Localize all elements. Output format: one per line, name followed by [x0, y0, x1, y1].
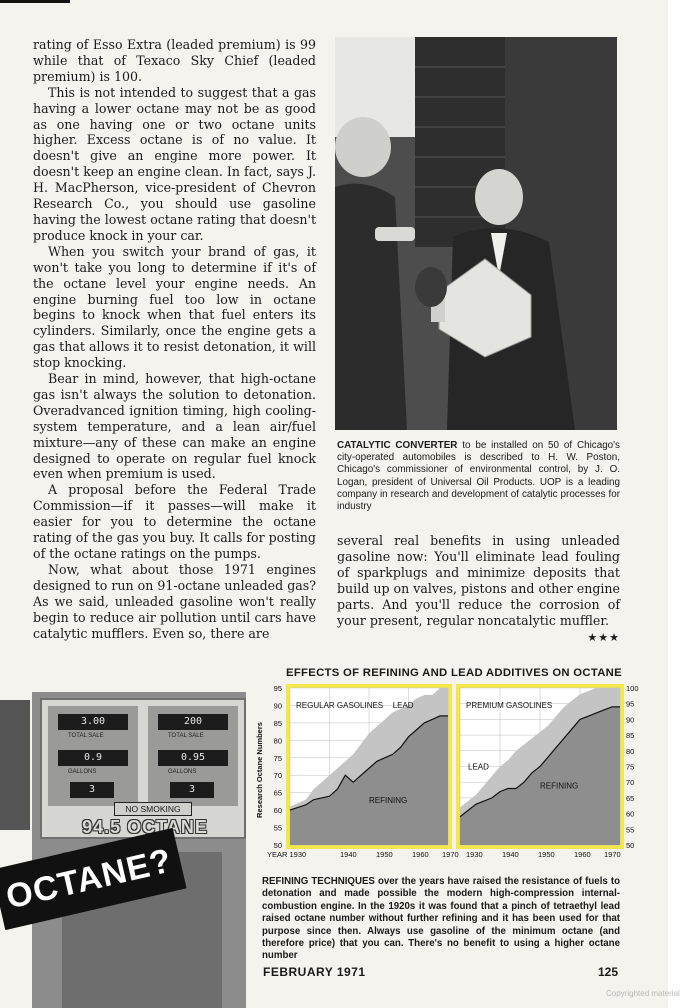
- y-tick-label: 90: [273, 701, 282, 711]
- y-tick-label: 70: [273, 771, 282, 781]
- pump-digit: 0.9: [58, 750, 128, 766]
- pump-label: TOTAL SALE: [168, 733, 204, 739]
- paragraph: Bear in mind, however, that high-octane gas isn't always the solution to detonation. Overadvanced ignition timing, high cooling-system temperature, and a lean air/fuel mixture—any of these can make an engine designed to operate on regular fuel knock even when premium is used.: [33, 371, 316, 482]
- y-axis-label: Research Octane Numbers: [255, 722, 264, 818]
- y-tick-label: 65: [273, 788, 282, 798]
- article-right-column: [337, 533, 620, 646]
- y-tick-label-right: 60: [626, 809, 635, 819]
- y-tick-label-right: 100: [626, 684, 639, 693]
- x-tick-label: 1950: [376, 850, 393, 859]
- lead-label: LEAD: [392, 701, 414, 710]
- y-tick-label-right: 90: [626, 715, 635, 725]
- x-tick-label: YEAR 1930: [267, 850, 307, 859]
- paragraph: [337, 533, 620, 645]
- chart-title: EFFECTS OF REFINING AND LEAD ADDITIVES ON OCTANE: [286, 667, 622, 679]
- x-tick-label: 1930: [466, 850, 483, 859]
- issue-date: FEBRUARY 1971: [263, 965, 366, 979]
- y-tick-label: 55: [273, 823, 282, 833]
- y-tick-label: 95: [273, 684, 282, 693]
- copyright-watermark: Copyrighted material: [606, 989, 680, 998]
- paragraph: Now, what about those 1971 engines designed to run on 91-octane unleaded gas? As we said, unleaded gasoline won't really begin to reduce air pollution until cars have catalytic mufflers. Even so, there are: [33, 561, 316, 641]
- top-rule: [0, 0, 70, 3]
- y-tick-label-right: 70: [626, 778, 635, 788]
- pump-display-face: [40, 698, 246, 839]
- pump-panel-left: [48, 706, 138, 806]
- x-tick-label: 1960: [574, 850, 591, 859]
- x-tick-label: 1970: [442, 850, 459, 859]
- y-tick-label-right: 85: [626, 731, 635, 741]
- caption-text: to be installed on 50 of Chicago's city-operated automobiles is described to H. W. Poston, Chicago's commissioner of environmental control, by J. O. Logan, president of Universal Oil Products. UOP is a leading company in research and development of catalytic processes for industry: [337, 440, 620, 513]
- pump-digit: 0.95: [158, 750, 228, 766]
- page-margin: [668, 0, 685, 1008]
- refining-label: REFINING: [369, 796, 408, 806]
- chart-caption-text: over the years have raised the resistance of fuels to detonation and made possible the modern high-compression internal-combustion engine. In the 1920s it was found that a pinch of tetraethyl lead raised octane number without further refining and it has been used for that purpose since then. Always use gasoline of the minimum octane (and therefore price) that you can. There's no benefit to using a higher octane number: [262, 876, 620, 960]
- x-tick-label: 1970: [604, 850, 621, 859]
- y-tick-label: 50: [273, 841, 282, 850]
- y-tick-label: 60: [273, 806, 282, 816]
- y-tick-label-right: 80: [626, 746, 635, 756]
- pump-digit: 3: [170, 782, 214, 798]
- catalytic-converter-photo: [335, 37, 617, 430]
- y-tick-label: 85: [273, 718, 282, 728]
- panel-name: REGULAR GASOLINES: [296, 701, 384, 710]
- pump-label: GALLONS: [168, 769, 197, 775]
- refining-label: REFINING: [540, 781, 579, 791]
- pump-label: TOTAL SALE: [68, 733, 104, 739]
- y-tick-label-right: 95: [626, 699, 635, 709]
- pump-digit: 3.00: [58, 714, 128, 730]
- x-tick-label: 1940: [340, 850, 357, 859]
- paragraph: When you switch your brand of gas, it won't take you long to determine if it's of the octane level your engine needs. An engine burning fuel too low in octane begins to knock when that fuel enters its cylinders. Similarly, once the engine gets a gas that allows it to resist detonation, it will stop knocking.: [33, 243, 316, 371]
- pump-digit: 3: [70, 782, 114, 798]
- x-tick-label: 1940: [502, 850, 519, 859]
- chart-caption: [262, 876, 620, 960]
- article-left-column: [33, 37, 316, 641]
- photo-caption: [337, 440, 620, 516]
- panel-name: PREMIUM GASOLINES: [466, 701, 553, 710]
- y-tick-label-right: 75: [626, 762, 635, 772]
- pump-label: GALLONS: [68, 769, 97, 775]
- y-tick-label-right: 65: [626, 793, 635, 803]
- paragraph: A proposal before the Federal Trade Commission—if it passes—will make it easier for you to determine the octane rating of the gas you buy. It calls for posting of the octane ratings on the pumps.: [33, 482, 316, 561]
- y-tick-label-right: 50: [626, 841, 635, 850]
- paragraph: This is not intended to suggest that a gas having a lower octane may not be as good as one having one or two octane units higher. Excess octane is of no value. It doesn't give an engine more power. It doesn't keep an engine clean. In fact, says J. H. MacPherson, vice-president of Chevron Research Co., you should use gasoline having the lowest octane rating that doesn't produce knock in your car.: [33, 84, 316, 243]
- pump-panel-right: [148, 706, 238, 806]
- caption-lead: CATALYTIC CONVERTER: [337, 440, 458, 451]
- x-tick-label: 1960: [412, 850, 429, 859]
- chart-caption-lead: REFINING TECHNIQUES: [262, 876, 375, 887]
- pump-nozzle: [0, 700, 30, 830]
- y-tick-label: 80: [273, 736, 282, 746]
- paragraph: rating of Esso Extra (leaded premium) is 99 while that of Texaco Sky Chief (leaded premium) is 100.: [33, 37, 316, 84]
- end-mark: ★★★: [587, 631, 620, 645]
- pump-octane-label: 94.5 OCTANE: [82, 817, 208, 837]
- octane-chart: [252, 680, 642, 860]
- y-tick-label-right: 55: [626, 825, 635, 835]
- page-number: 125: [598, 965, 619, 979]
- y-tick-label: 75: [273, 753, 282, 763]
- paragraph-text: several real benefits in using unleaded gasoline now: You'll eliminate lead fouling of sparkplugs and minimize deposits that build up on valves, pistons and other engine parts. And you'll reduce the corrosion of your present, regular noncatalytic muffler.: [337, 533, 620, 628]
- pump-digit: 200: [158, 714, 228, 730]
- x-tick-label: 1950: [538, 850, 555, 859]
- octane-banner: OCTANE?: [0, 828, 187, 930]
- lead-label: LEAD: [468, 762, 489, 772]
- no-smoking-sign: NO SMOKING: [114, 802, 192, 816]
